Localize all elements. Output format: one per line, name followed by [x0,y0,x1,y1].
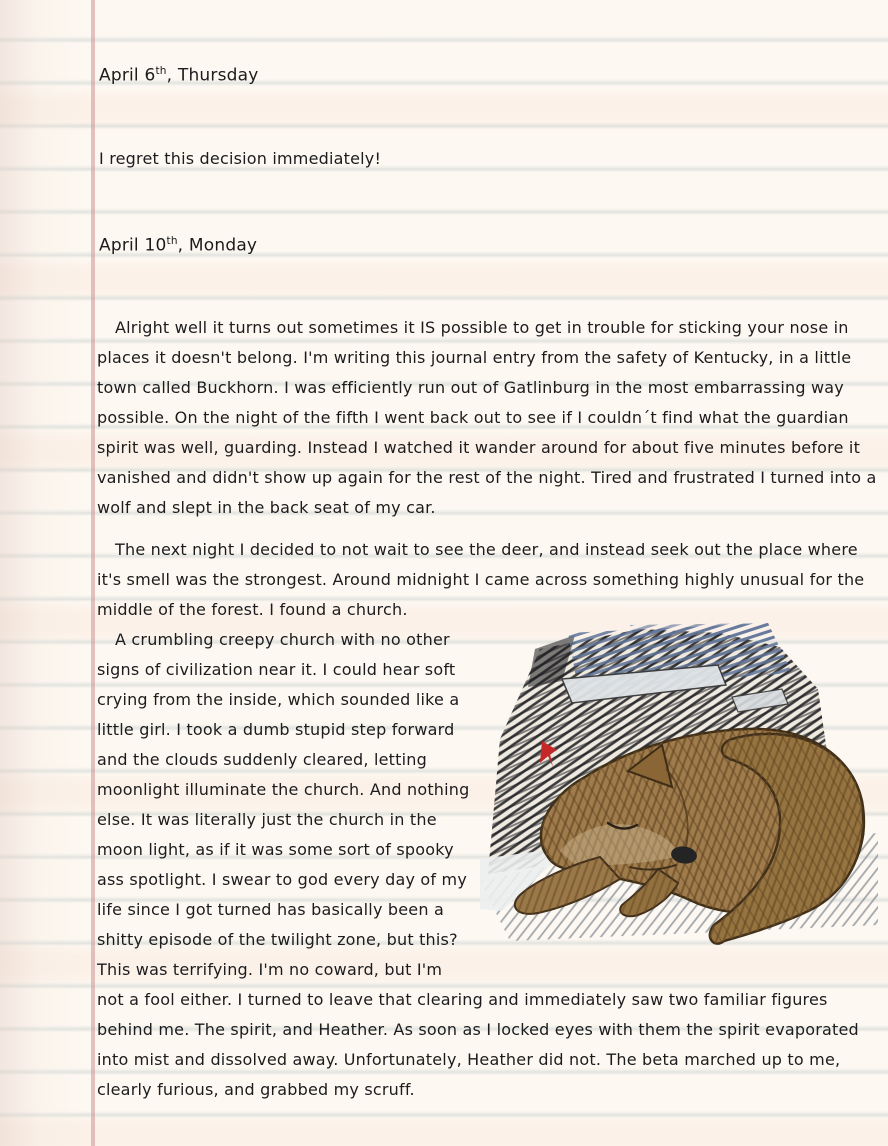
entry-paragraph: A crumbling creepy church with no other signs of civilization near it. I could hear soft crying from the inside, which sounded like a little girl. I took a dumb stupid step forward and the clouds suddenly cleared, letting moonlight illuminate the church. And nothing else. It was literally just the church in the moon light, as if it was some sort of spooky ass spotlight. I swear to god every day of my life since I got turned has basically been a shitty episode of the twilight zone, but this? This was terrifying. I'm no coward, but I'm not a fool either. I turned to leave that clearing and immediately saw two familiar figures behind me. The spirit, and Heather. As soon as I locked eyes with them the spirit evaporated into mist and dissolved away. Unfortunately, Heather did not. The beta marched up to me, clearly furious, and grabbed my scruff. [97,630,859,1099]
date-ordinal-suffix: th [155,65,167,77]
sleeping-wolf-sketch [480,619,878,954]
entry-date-april-10 [99,226,257,261]
date-text: April 6 [99,65,156,86]
entry-april-10-body [97,313,878,1105]
date-weekday: , Thursday [166,65,259,86]
entry-paragraph: Alright well it turns out sometimes it IS possible to get in trouble for sticking your nose in places it doesn't belong. I'm writing this journal entry from the safety of Kentucky, in a little town called Buckhorn. I was efficiently run out of Gatlinburg in the most embarrassing way possible. On the night of the fifth I went back out to see if I couldn´t find what the guardian spirit was well, guarding. Instead I watched it wander around for about five minutes before it vanished and didn't show up again for the rest of the night. Tired and frustrated I turned into a wolf and slept in the back seat of my car. [97,318,877,517]
entry-april-6-body: I regret this decision immediately! [99,149,382,168]
entry-paragraph: The next night I decided to not wait to see the deer, and instead seek out the place where it's smell was the strongest. Around midnight I came across something highly unusual for the middle of the forest. I found a church. [97,540,865,619]
date-ordinal-suffix: th [166,235,178,247]
entry-date-april-6 [99,56,259,91]
date-text: April 10 [99,235,167,256]
date-weekday: , Monday [177,235,258,256]
